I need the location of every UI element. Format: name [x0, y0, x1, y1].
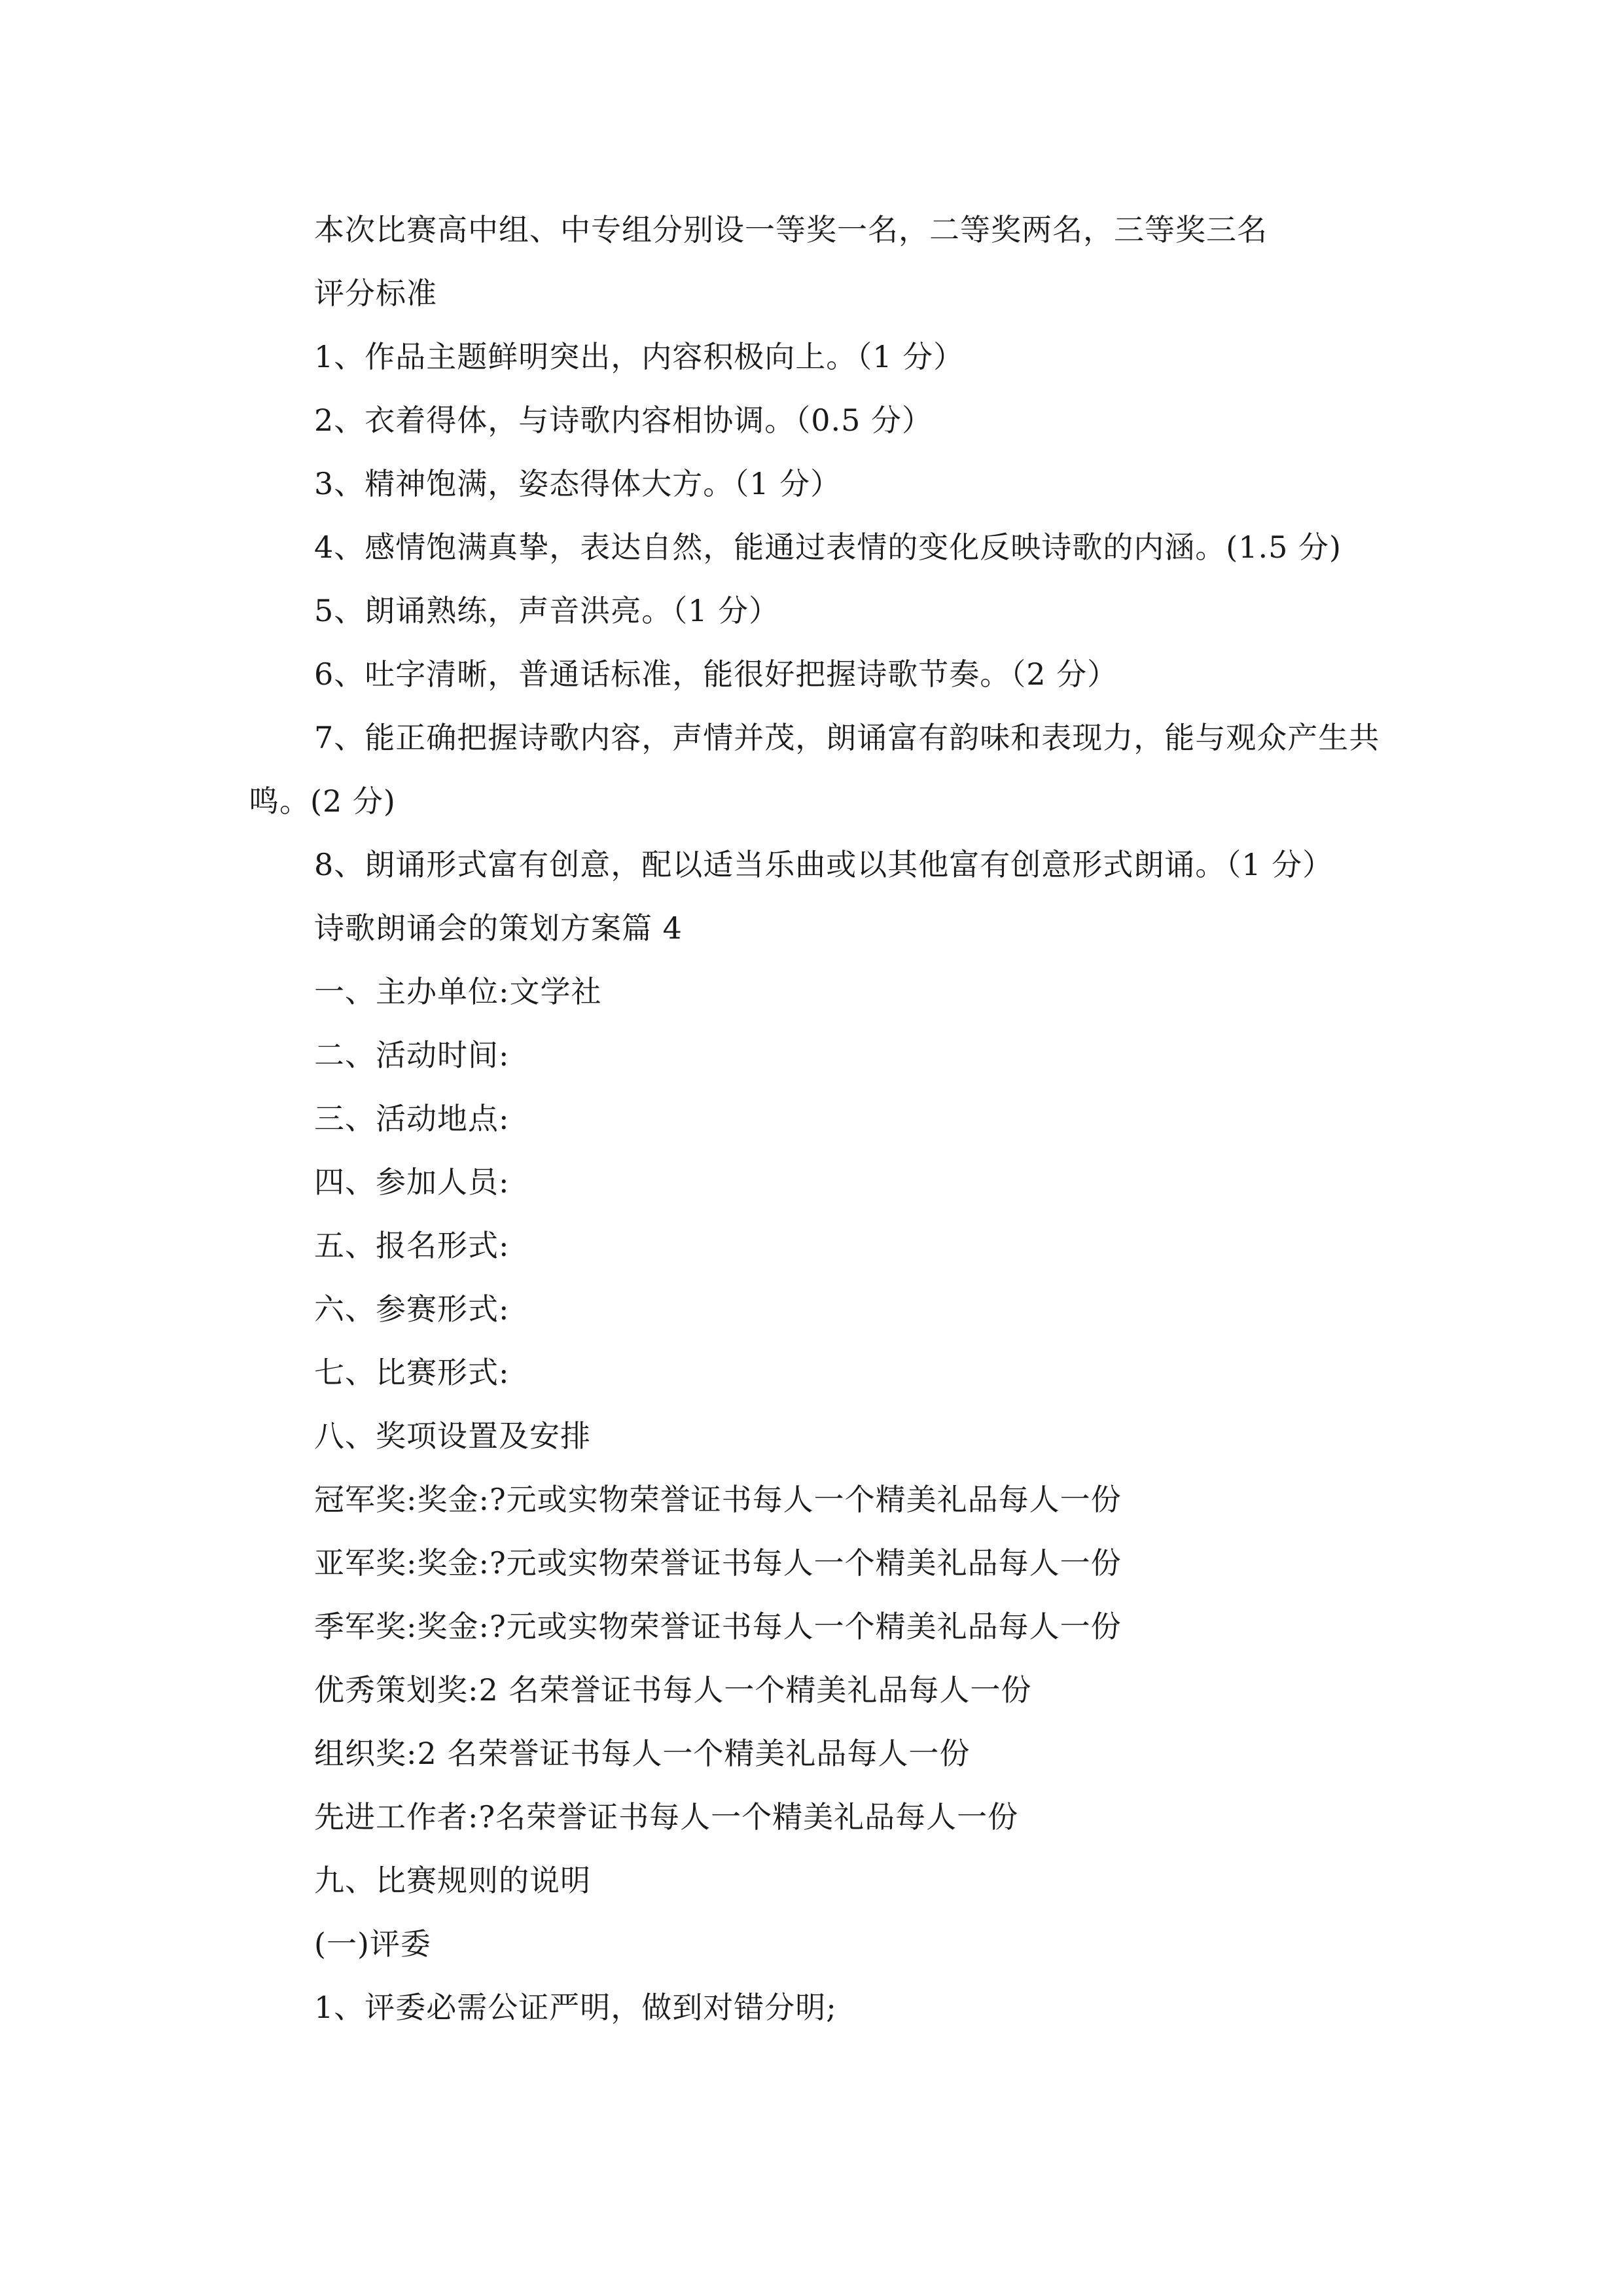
text-line: 组织奖:2 名荣誉证书每人一个精美礼品每人一份 [314, 1736, 971, 1771]
text-line: 5、朗诵熟练，声音洪亮。（1 分） [314, 593, 780, 628]
text-line: 本次比赛高中组、中专组分别设一等奖一名，二等奖两名，三等奖三名 [314, 212, 1268, 247]
text-line: 冠军奖:奖金:?元或实物荣誉证书每人一个精美礼品每人一份 [314, 1482, 1122, 1517]
text-line: 五、报名形式: [314, 1228, 510, 1263]
text-line: 亚军奖:奖金:?元或实物荣誉证书每人一个精美礼品每人一份 [314, 1545, 1122, 1581]
text-line: 八、奖项设置及安排 [314, 1418, 591, 1454]
text-line: 七、比赛形式: [314, 1355, 510, 1390]
text-paragraph: 7、能正确把握诗歌内容，声情并茂，朗诵富有韵味和表现力，能与观众产生共鸣。(2 分) [249, 720, 1380, 819]
section-heading: 评分标准 [314, 276, 437, 311]
text-line: 九、比赛规则的说明 [314, 1863, 591, 1898]
text-line: 季军奖:奖金:?元或实物荣誉证书每人一个精美礼品每人一份 [314, 1609, 1122, 1644]
text-line: 8、朗诵形式富有创意，配以适当乐曲或以其他富有创意形式朗诵。（1 分） [314, 847, 1334, 882]
text-line: 二、活动时间: [314, 1037, 510, 1073]
text-line: 6、吐字清晰，普通话标准，能很好把握诗歌节奏。（2 分） [314, 656, 1118, 692]
section-heading: 诗歌朗诵会的策划方案篇 4 [314, 910, 683, 946]
text-line: 4、感情饱满真挚，表达自然，能通过表情的变化反映诗歌的内涵。(1.5 分) [314, 529, 1342, 565]
text-line: 四、参加人员: [314, 1164, 510, 1200]
text-line: 一、主办单位:文学社 [314, 974, 602, 1009]
text-line: 3、精神饱满，姿态得体大方。（1 分） [314, 466, 842, 501]
text-line: 六、参赛形式: [314, 1291, 510, 1327]
text-line: (一)评委 [314, 1926, 431, 1962]
text-line: 2、衣着得体，与诗歌内容相协调。（0.5 分） [314, 403, 933, 438]
text-line: 优秀策划奖:2 名荣誉证书每人一个精美礼品每人一份 [314, 1672, 1032, 1708]
text-line: 先进工作者:?名荣誉证书每人一个精美礼品每人一份 [314, 1799, 1019, 1835]
text-line: 三、活动地点: [314, 1101, 510, 1136]
text-line: 1、评委必需公证严明，做到对错分明; [314, 1990, 837, 2025]
text-line: 1、作品主题鲜明突出，内容积极向上。（1 分） [314, 339, 965, 374]
